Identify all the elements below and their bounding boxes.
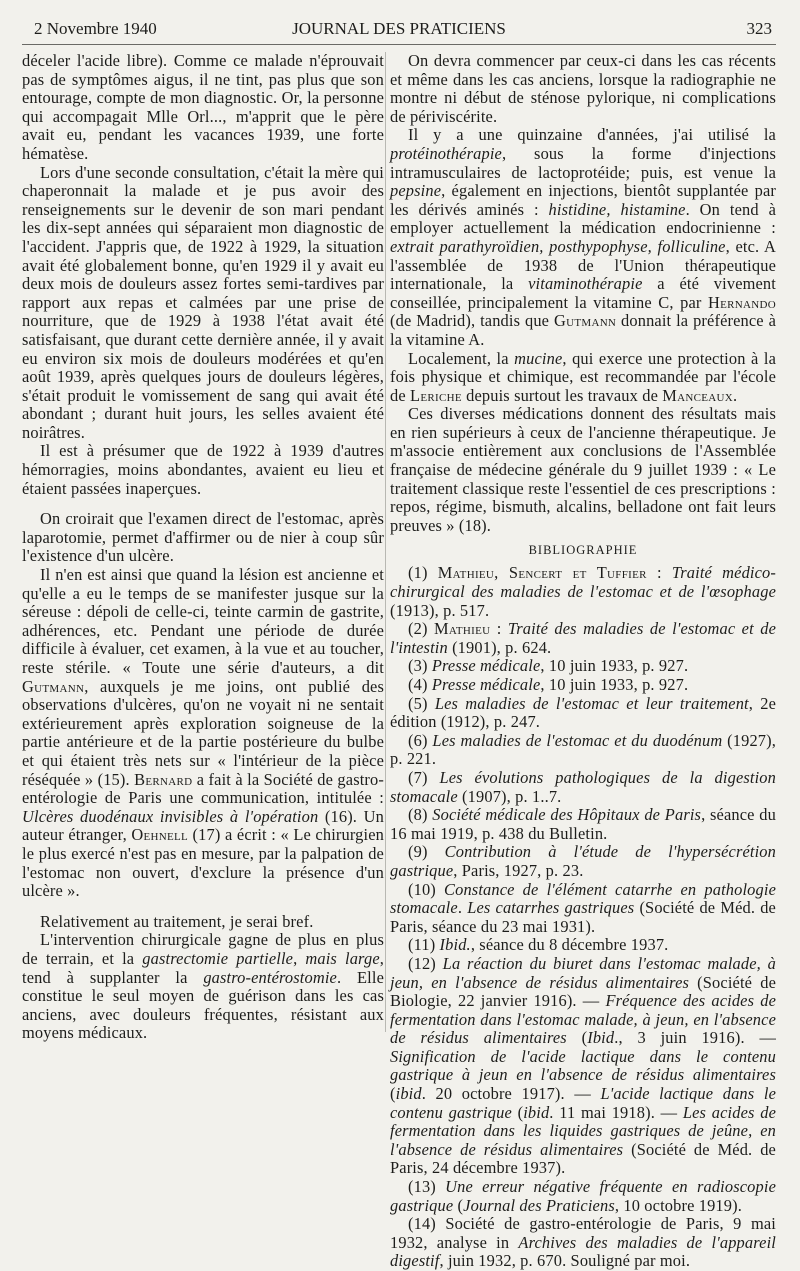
bibliography-entry: (8) Société médicale des Hôpitaux de Paris, séance du 16 mai 1919, p. 438 du Bulletin. [390, 805, 776, 843]
bibliography-entry: (14) Société de gastro-entérologie de Paris, 9 mai 1932, analyse in Archives des maladies de l'appareil digestif, juin 1932, p. 670. Souligné par moi. [390, 1214, 776, 1271]
issue-date: 2 Novembre 1940 [34, 19, 157, 38]
author-name: Oehnell [131, 825, 189, 845]
paragraph: Il y a une quinzaine d'années, j'ai utilisé la protéinothérapie, sous la forme d'injections intramusculaires de lactoprotéide; puis, est venue la pepsine, également en injections, bientôt supplantée par les dérivés aminés : histidine, histamine. On tend à employer actuellement la médication endocrinienne : extrait parathyroïdien, posthypophyse, folliculine, etc. A l'assemblée de 1938 de l'Union thérapeutique internationale, la vitaminothérapie a été vivement conseillée, principalement la vitamine C, par Hernando (de Madrid), tandis que Gutmann donnait la préférence à la vitamine A. [390, 125, 776, 349]
author-name: Hernando [707, 292, 776, 312]
author-name: Leriche [410, 385, 462, 405]
bibliography-entry: (4) Presse médicale, 10 juin 1933, p. 927. [408, 675, 689, 694]
author-name: Gutmann [22, 676, 85, 696]
paragraph: Lors d'une seconde consultation, c'était la mère qui chaperonnait la malade et je pus avoir des renseignements sur le devenir de son mari pendant les dix-sept années qui séparaient mon diagnostic de l'accident. J'appris que, de 1922 à 1929, la situation avait été globalement bonne, qu'en 1929 il y avait eu deux mois de douleurs assez fortes semi-tardives par rapport aux repas et calmées par une prise de nourriture, que de 1929 à 1938 l'état avait été satisfaisant, que durant cette dernière année, il y avait eu environ six mois de douleurs modérées et qu'en août 1939, après quelques jours de douleurs légères, s'était produit le vomissement de sang qui avait été abondant ; durant huit jours, les selles avaient été noirâtres. [22, 162, 384, 442]
bibliography-entry: (3) Presse médicale, 10 juin 1933, p. 927. [408, 656, 689, 676]
paragraph: Il n'en est ainsi que quand la lésion est ancienne et qu'elle a eu le temps de se manifester jusque sur la séreuse : dépoli de celle-ci, teinte carmin de gastrite, adhérences, etc. Pendant une période de durée difficile à évaluer, cet examen, à la vue et au toucher, reste stérile. « Toute une série d'auteurs, a dit Gutmann, auxquels je me joins, ont publié des observations d'ulcères, qu'on ne voyait ni ne sentait extérieurement après exploration soigneuse de la partie antérieure et de la partie postérieure du bulbe et qui étaient très nets sur « l'intérieur de la pièce réséquée » (15). Bernard a fait à la Société de gastro-entérologie de Paris une communication, intitulée : Ulcères duodénaux invisibles à l'opération (16). Un auteur étranger, Oehnell (17) a écrit : « Le chirurgien le plus exercé n'est pas en mesure, par la palpation de l'estomac non ouvert, d'exclure la présence d'un ulcère ». [22, 565, 384, 901]
right-column [390, 51, 777, 1271]
journal-title: JOURNAL DES PRATICIENS [292, 19, 506, 38]
bibliography-entry: (2) Mathieu : Traité des maladies de l'estomac et de l'intestin (1901), p. 624. [390, 619, 776, 657]
paragraph: On devra commencer par ceux-ci dans les cas récents et même dans les cas anciens, lorsque la radiographie ne montre ni début de sténose pylorique, ni complications de périviscérite. [390, 51, 776, 126]
bibliography-entry: (6) Les maladies de l'estomac et du duodénum (1927), p. 221. [390, 730, 777, 769]
bibliography-entry: (12) La réaction du biuret dans l'estomac malade, à jeun, en l'absence de résidus alimentaires (Société de Biologie, 22 janvier 1916). — Fréquence des acides de fermentation dans l'estomac malade, à jeun, en l'absence de résidus alimentaires (Ibid., 3 juin 1916). — Signification de l'acide lactique dans le contenu gastrique à jeun en l'absence de résidus alimentaires (ibid. 20 octobre 1917). — L'acide lactique dans le contenu gastrique (ibid. 11 mai 1918). — Les acides de fermentation dans les liquides gastriques de jeûne, en l'absence de résidus alimentaires (Société de Méd. de Paris, 24 décembre 1937). [390, 953, 777, 1178]
author-name: Gutmann [553, 311, 617, 331]
paragraph: Ces diverses médications donnent des résultats mais en rien supérieurs à ceux de l'ancienne thérapeutique. Je m'associe entièrement aux conclusions de l'Assemblée française de médecine générale du 9 juillet 1939 : « Le traitement classique reste l'essentiel de ces prescriptions : repos, régime, bismuth, alcalins, belladone ont fait leurs preuves » (18). [390, 404, 776, 535]
paragraph: déceler l'acide libre). Comme ce malade n'éprouvait pas de symptômes aigus, il ne tint, pas plus que son entourage, compte de mon diagnostic. Or, la personne qui accompagait Mlle Orl..., m'apprit que le père avait eu, pendant les vacances 1939, une forte hématèse. [22, 51, 384, 163]
column-divider [385, 52, 386, 1032]
page-header [22, 14, 776, 45]
bibliography-entry: (11) Ibid., séance du 8 décembre 1937. [408, 935, 669, 955]
bibliography-entry: (9) Contribution à l'étude de l'hypersécrétion gastrique, Paris, 1927, p. 23. [390, 842, 776, 880]
author-name: Bernard [134, 769, 193, 789]
bibliography-entry: (5) Les maladies de l'estomac et leur traitement, 2e édition (1912), p. 247. [390, 693, 777, 732]
bibliography-entry: (10) Constance de l'élément catarrhe en pathologie stomacale. Les catarrhes gastriques (Société de Méd. de Paris, séance du 23 mai 1931). [390, 879, 776, 936]
paragraph: Localement, la mucine, qui exerce une protection à la fois physique et chimique, est recommandée par l'école de Leriche depuis surtout les travaux de Manceaux. [390, 348, 776, 405]
page-number: 323 [746, 19, 772, 38]
paragraph: On croirait que l'examen direct de l'estomac, après laparotomie, permet d'affirmer ou de nier à coup sûr l'existence d'un ulcère. [22, 509, 384, 566]
bibliography-entry: (13) Une erreur négative fréquente en radioscopie gastrique (Journal des Praticiens, 10 octobre 1919). [390, 1177, 776, 1215]
cited-title: Ulcères duodénaux invisibles à l'opération [22, 806, 319, 826]
bibliography-heading: BIBLIOGRAPHIE [528, 543, 638, 558]
section-gap [22, 901, 384, 913]
author-name: Manceaux [662, 385, 734, 405]
paragraph: L'intervention chirurgicale gagne de plus en plus de terrain, et la gastrectomie partielle, mais large, tend à supplanter la gastro-entérostomie. Elle constitue le seul moyen de guérison dans les cas anciens, avec douleurs fréquentes, résistant aux moyens médicaux. [22, 930, 384, 1043]
paragraph: Relativement au traitement, je serai bref. [40, 911, 314, 931]
paragraph: Il est à présumer que de 1922 à 1939 d'autres hémorragies, moins abondantes, avaient eu lieu et étaient passées inaperçues. [22, 441, 384, 498]
left-column [22, 52, 384, 1042]
bibliography-entry: (7) Les évolutions pathologiques de la digestion stomacale (1907), p. 1..7. [390, 767, 776, 806]
bibliography-entry: (1) Mathieu, Sencert et Tuffier : Traité médico-chirurgical des maladies de l'estomac et de l'œsophage (1913), p. 517. [390, 563, 777, 620]
